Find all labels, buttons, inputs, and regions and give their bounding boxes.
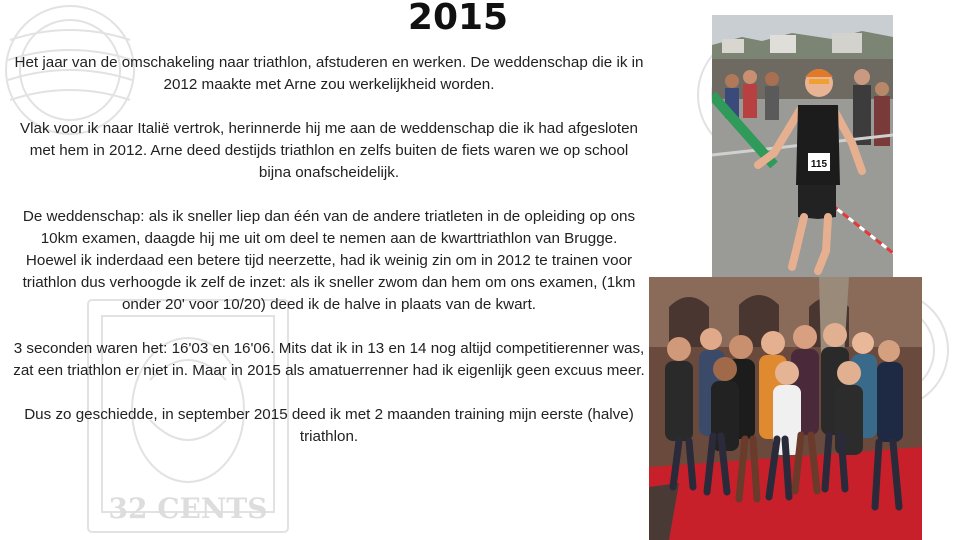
stamp-watermark-text: 32 CENTS <box>108 492 268 525</box>
paragraph-1: Het jaar van de omschakeling naar triathlon, afstuderen en werken. De weddenschap die ik in 2012 maakte met Arne zou werkelijkheid worden. <box>14 54 644 93</box>
paragraph-5: 3 seconden waren het: 16'03 en 16'06. Mits dat ik in 13 en 14 nog altijd competitierenner was, zat een triathlon er niet in. Maar in 2015 als amatuerrenner had ik eigenlijk geen excuus meer. <box>13 340 645 379</box>
paragraph-6: Dus zo geschiedde, in september 2015 deed ik met 2 maanden training mijn eerste (halve) triathlon. <box>24 406 634 445</box>
slide-title: 2015 <box>407 0 509 38</box>
bib-number: 115 <box>810 159 828 170</box>
paragraph-2: Vlak voor ik naar Italië vertrok, herinnerde hij me aan de weddenschap die ik had afgesloten met hem in 2012. Arne deed destijds triathlon en zelfs buiten de fiets waren we op school bijna onafscheidelijk. <box>20 120 638 181</box>
runner-photo <box>712 15 893 277</box>
paragraph-4: Hoewel ik inderdaad een betere tijd neerzette, had ik weinig zin om in 2012 te trainen voor triathlon dus verhoogde ik zelf de inzet: als ik sneller zwom dan hem om ons examen, (1km onder 20' voor 10/20) deed ik de halve in plaats van de kwart. <box>22 252 636 313</box>
paragraph-3: De weddenschap: als ik sneller liep dan één van de andere triatleten in de opleiding op ons 10km examen, daagde hij me uit om deel te nemen aan de kwarttriathlon van Brugge. <box>22 208 636 247</box>
group-photo <box>649 277 922 540</box>
slide-body <box>12 52 646 448</box>
